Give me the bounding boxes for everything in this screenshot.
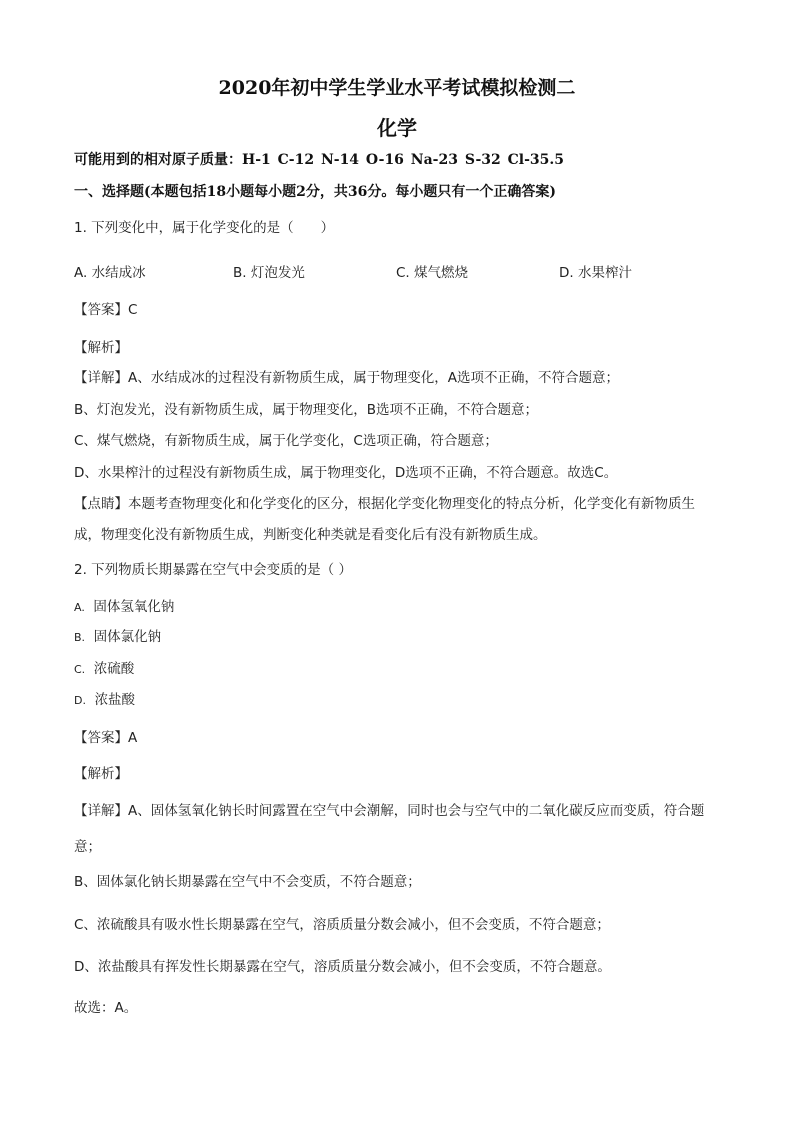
q2-detail-line: 意；	[74, 839, 101, 855]
q2-option-d	[74, 691, 135, 710]
q2-option-b-text: 固体氯化钠	[93, 629, 162, 645]
q1-detail-line: B、灯泡发光，没有新物质生成，属于物理变化，B选项不正确，不符合题意；	[74, 402, 539, 418]
q2-analysis-label: 【解析】	[74, 766, 128, 782]
q2-detail-line: C、浓硫酸具有吸水性长期暴露在空气，溶质质量分数会减小，但不会变质，不符合题意；	[74, 917, 610, 933]
q1-answer: 【答案】C	[74, 302, 138, 318]
q2-option-c	[74, 660, 134, 679]
q1-option-b: B. 灯泡发光	[233, 265, 305, 281]
q2-detail-line: D、浓盐酸具有挥发性长期暴露在空气，溶质质量分数会减小，但不会变质，不符合题意。	[74, 959, 611, 975]
atomic-masses-line: 可能用到的相对原子质量：H-1 C-12 N-14 O-16 Na-23 S-32 Cl-35.5	[74, 152, 564, 168]
q2-answer: 【答案】A	[74, 730, 138, 746]
q2-option-d-text: 浓盐酸	[94, 692, 136, 708]
q1-option-d: D. 水果榨汁	[559, 265, 632, 281]
q2-detail-line: 【详解】A、固体氢氧化钠长时间露置在空气中会潮解，同时也会与空气中的二氧化碳反应而变质，符合题	[74, 803, 705, 819]
exam-title: 2020年初中学生学业水平考试模拟检测二	[218, 77, 576, 99]
q1-detail-line: D、水果榨汁的过程没有新物质生成，属于物理变化，D选项不正确，不符合题意。故选C。	[74, 465, 618, 481]
q1-options	[74, 261, 734, 279]
q2-option-d-letter: D.	[74, 694, 86, 707]
q1-detail-line: 【详解】A、水结成冰的过程没有新物质生成，属于物理变化，A选项不正确，不符合题意；	[74, 370, 619, 386]
section-heading: 一、选择题(本题包括18小题每小题2分，共36分。每小题只有一个正确答案)	[74, 184, 556, 200]
q2-option-c-text: 浓硫酸	[93, 661, 135, 677]
q2-option-a-letter: A.	[74, 601, 85, 614]
q2-conclusion: 故选：A。	[74, 1000, 138, 1016]
q1-comment-line: 【点睛】本题考查物理变化和化学变化的区分，根据化学变化物理变化的特点分析，化学变化有新物质生	[74, 496, 695, 512]
q2-option-b-letter: B.	[74, 631, 86, 644]
q2-option-b	[74, 628, 161, 647]
q2-option-a-text: 固体氢氧化钠	[93, 599, 175, 615]
q1-comment-line: 成，物理变化没有新物质生成，判断变化种类就是看变化后有没有新物质生成。	[74, 527, 547, 543]
q2-question: 2. 下列物质长期暴露在空气中会变质的是（ ）	[74, 562, 352, 578]
q2-option-a	[74, 598, 174, 617]
q2-detail-line: B、固体氯化钠长期暴露在空气中不会变质，不符合题意；	[74, 874, 421, 890]
q1-question: 1. 下列变化中，属于化学变化的是（ ）	[74, 220, 335, 236]
subject-title: 化学	[377, 116, 417, 140]
q1-option-c: C. 煤气燃烧	[396, 265, 469, 281]
q1-detail-line: C、煤气燃烧，有新物质生成，属于化学变化，C选项正确，符合题意；	[74, 433, 498, 449]
q1-analysis-label: 【解析】	[74, 340, 128, 356]
q2-option-c-letter: C.	[74, 663, 86, 676]
q1-option-a: A. 水结成冰	[74, 265, 146, 281]
